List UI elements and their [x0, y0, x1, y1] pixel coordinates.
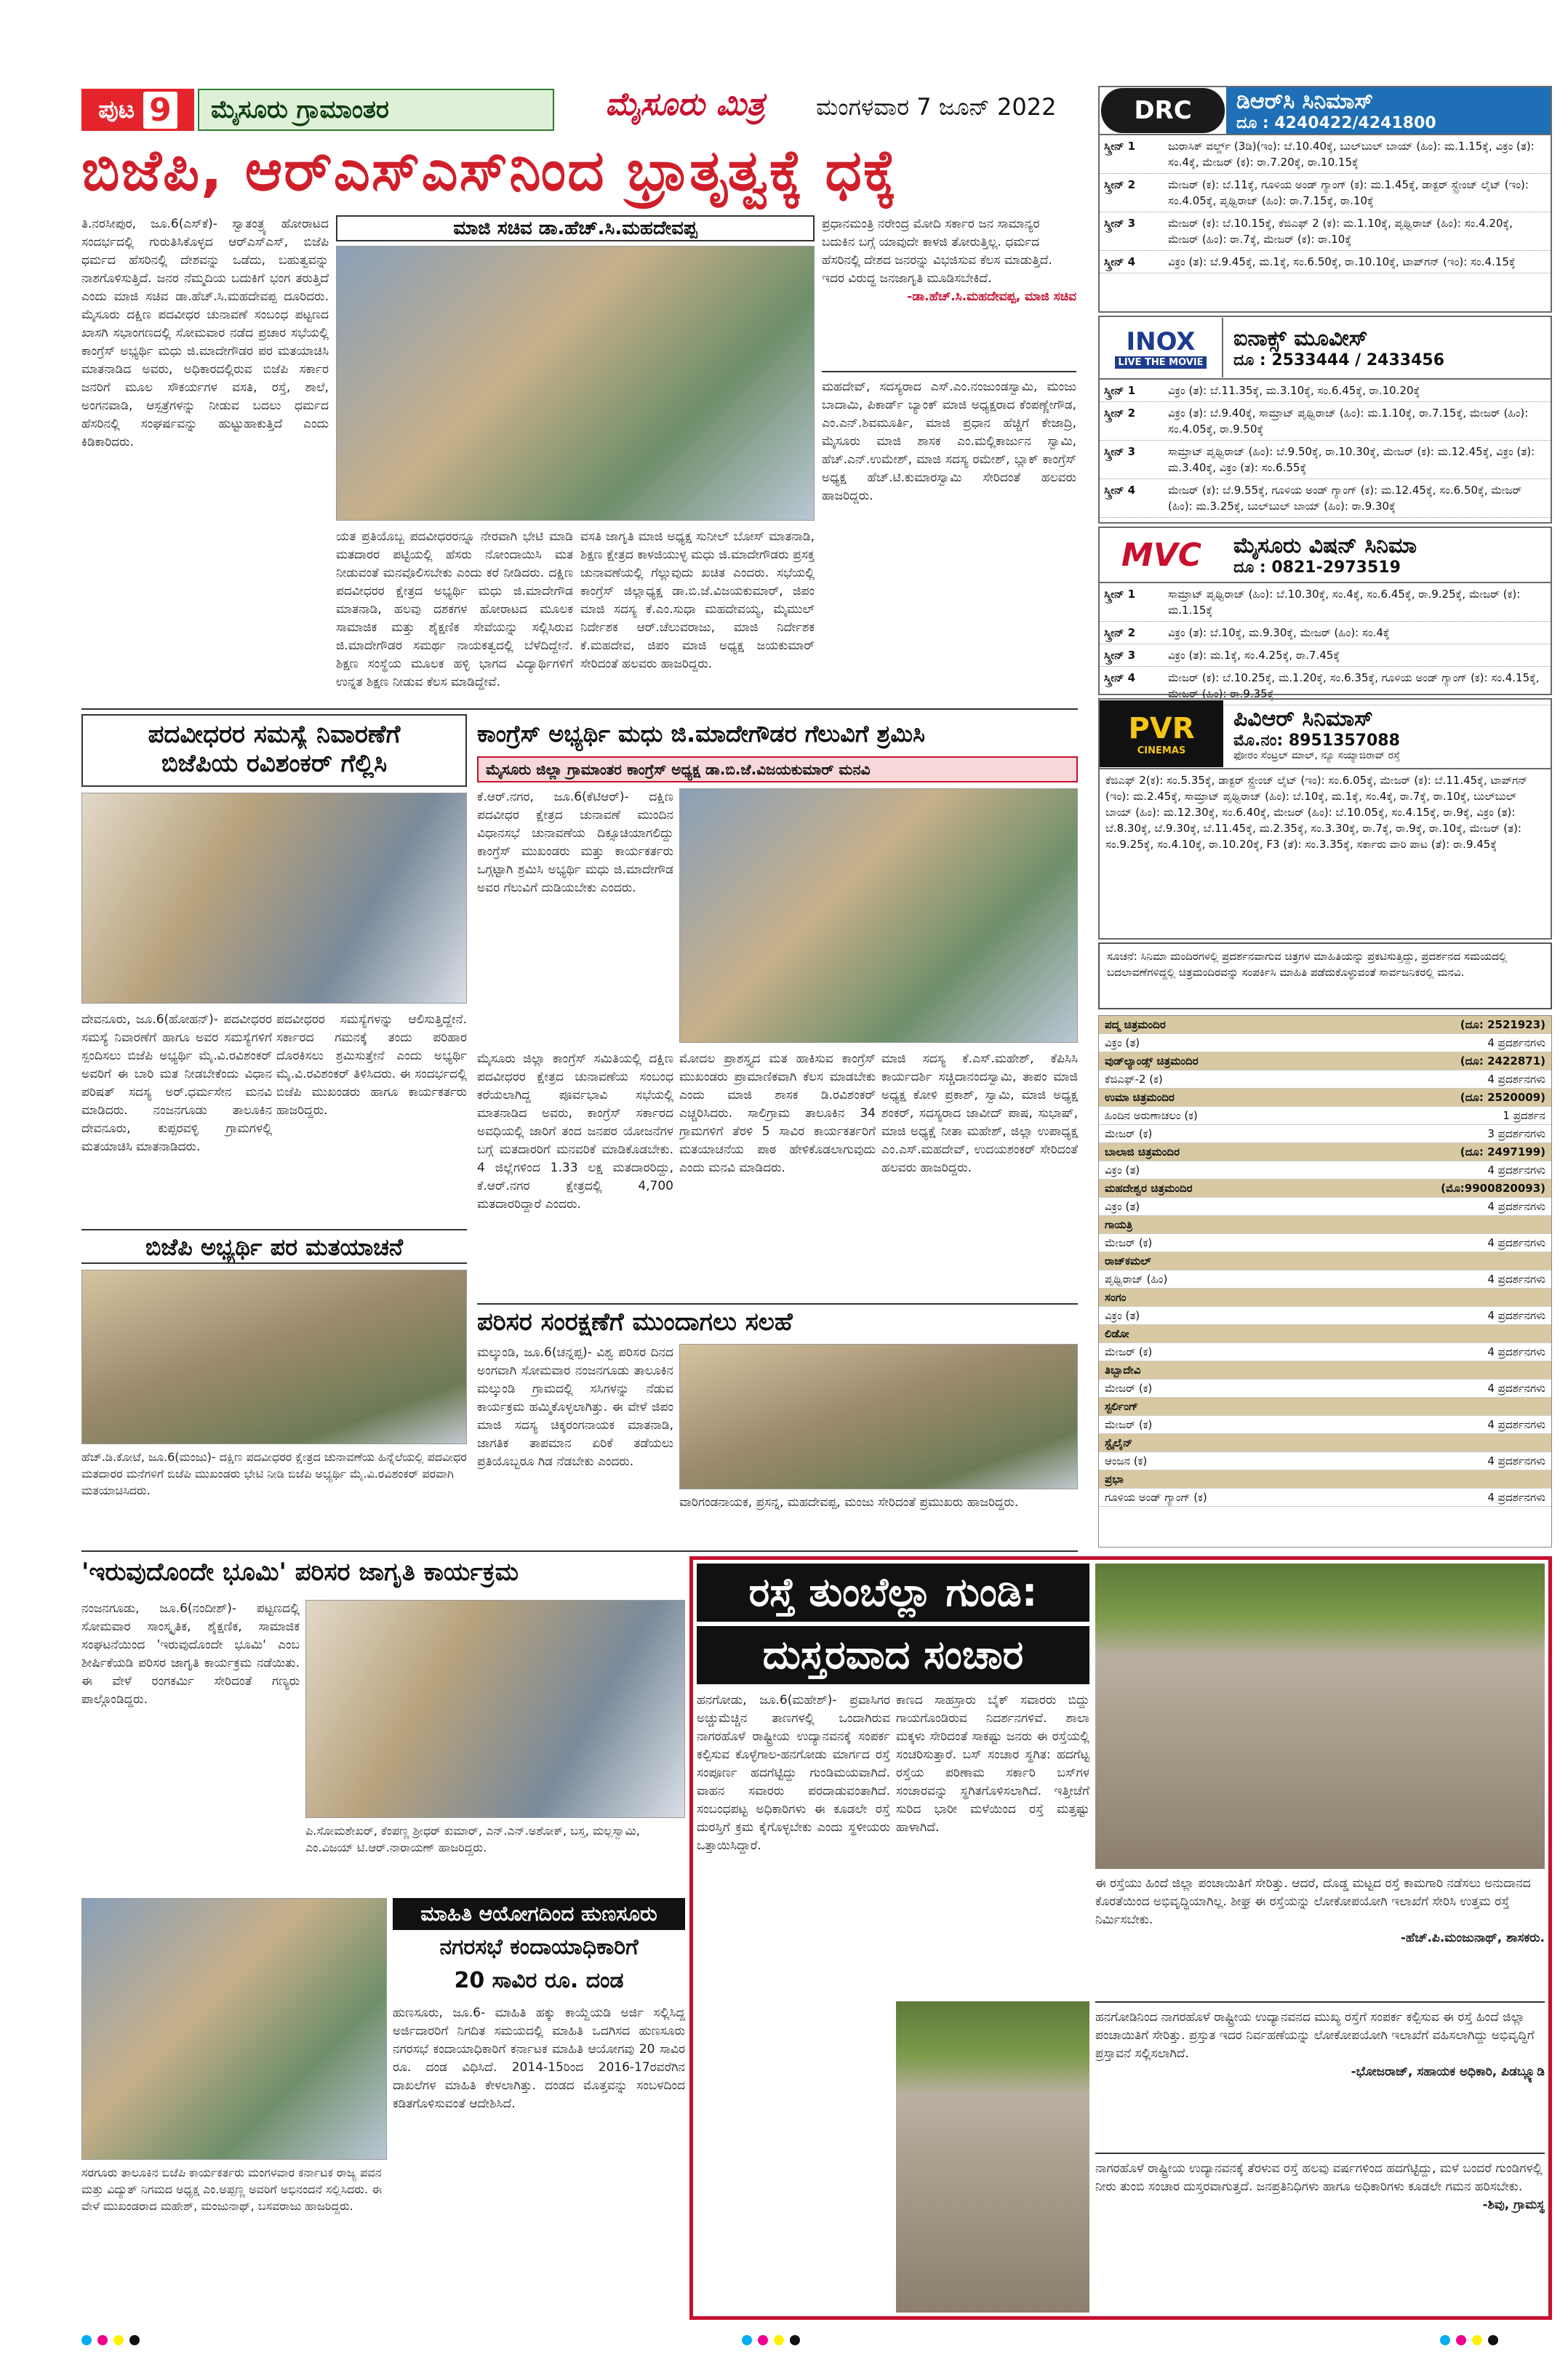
rti-column-1: ಹುಣಸೂರು, ಜೂ.6- ಮಾಹಿತಿ ಹಕ್ಕು ಕಾಯ್ದೆಯಡಿ ಅರ್ಜಿ ಸಲ್ಲಿಸಿದ್ದ ಅರ್ಜಿದಾರರಿಗೆ ನಿಗದಿತ ಸಮಯದಲ್ಲಿ ಮಾಹಿತಿ ಒದಗಿಸದ ಹುಣಸೂರು ನಗರಸಭೆ ಕಂದಾಯಾಧಿಕಾರಿಗೆ ಕರ್ನಾಟಕ ಮಾಹಿತಿ ಆಯೋಗವು 20 ಸಾವಿರ ರೂ. ದಂಡ ವಿಧಿಸಿದೆ. 2014-15ರಿಂದ 2016-17ರವರೆಗಿನ ದಾಖಲೆಗಳ ಮಾಹಿತಿ ಕೇಳಲಾಗಿತ್ತು. ದಂಡದ ಮೊತ್ತವನ್ನು ಸಂಬಳದಿಂದ ಕಡಿತಗೊಳಿಸುವಂತೆ ಆದೇಶಿಸಿದೆ. [393, 2006, 685, 2111]
cinema-inox [1098, 316, 1552, 524]
screen-label: ಸ್ಕ್ರೀನ್ 2 [1104, 626, 1136, 639]
theatre-name: ಉಮಾ ಚಿತ್ರಮಂದಿರ [1105, 1091, 1175, 1104]
road-quote-3-text: ನಾಗರಹೊಳೆ ರಾಷ್ಟ್ರೀಯ ಉದ್ಯಾನವನಕ್ಕೆ ತೆರಳುವ ರಸ್ತೆ ಹಲವು ವರ್ಷಗಳಿಂದ ಹದಗೆಟ್ಟಿದ್ದು, ಮಳೆ ಬಂದರೆ ಗುಂಡಿಗಳಲ್ಲಿ ನೀರು ತುಂಬಿ ಸಂಚಾರ ದುಸ್ತರವಾಗುತ್ತದೆ. ಜನಪ್ರತಿನಿಧಿಗಳು ಹಾಗೂ ಅಧಿಕಾರಿಗಳು ಕೂಡಲೇ ಗಮನ ಹರಿಸಬೇಕು. [1095, 2161, 1543, 2194]
screen-label: ಸ್ಕ್ರೀನ್ 4 [1104, 671, 1136, 684]
congress-column-4: ಮಾಜಿ ಸದಸ್ಯ ಕೆ.ಎಸ್.ಮಹೇಶ್, ಕೆಪಿಸಿಸಿ ಕಾರ್ಯದರ್ಶಿ ಸಚ್ಚಿದಾನಂದಸ್ವಾಮಿ, ತಾಪಂ ಮಾಜಿ ಅಧ್ಯಕ್ಷ ಕೋಳಿ ಪ್ರಕಾಶ್, ಸ್ವಾಮಿ, ಮಾಜಿ ಅಧ್ಯಕ್ಷ ಶಂಕರ್, ಸದಸ್ಯರಾದ ಜಾವೀದ್ ಪಾಷ, ಸುಭಾಷ್, ಮಾಜಿ ಅಧ್ಯಕ್ಷೆ ನೀತಾ ಮಹೇಶ್, ಜಿಲ್ಲಾ ಉಪಾಧ್ಯಕ್ಷ ಎಂ.ಎಸ್.ಮಹದೇವ್, ಉದಯಶಂಕರ್ ಸೇರಿದಂತೆ ಹಲವರು ಹಾಜರಿದ್ದರು. [881, 1052, 1078, 1175]
show-count: 4 ಪ್ರದರ್ಶನಗಳು [1487, 1273, 1545, 1286]
drc-screen-row [1100, 135, 1551, 174]
graduates-column-2: ಪದವೀಧರರ ಸಮಸ್ಯೆಗಳನ್ನು ಆಲಿಸುತ್ತಿದ್ದೇನೆ. ಸರ್ಕಾರದ ಗಮನಕ್ಕೆ ತಂದು ಪರಿಹಾರ ದೊರಕಿಸಲು ಶ್ರಮಿಸುತ್ತೇನೆ ಎಂದು ಅಭ್ಯರ್ಥಿ ಮೈ.ವಿ.ರವಿಶಂಕರ್ ತಿಳಿಸಿದರು. ಈ ಸಂದರ್ಭದಲ್ಲಿ ಬಿಜೆಪಿ ಮುಖಂಡರು ಹಾಗೂ ಕಾರ್ಯಕರ್ತರು ಹಾಜರಿದ್ದರು. [276, 1012, 467, 1118]
screen-label: ಸ್ಕ್ರೀನ್ 2 [1104, 178, 1136, 191]
mvc-name: ಮೈಸೂರು ವಿಷನ್ ಸಿನಿಮಾ [1233, 533, 1417, 559]
lead-column-2: ಯತ ಪ್ರತಿಯೊಬ್ಬ ಪದವೀಧರರನ್ನೂ ನೇರವಾಗಿ ಭೇಟಿ ಮಾಡಿ ಮತದಾರರ ಪಟ್ಟಿಯಲ್ಲಿ ಹೆಸರು ನೋಂದಾಯಿಸಿ ಮತ ನೀಡುವಂತೆ ಮನವೊಲಿಸಬೇಕು ಎಂದು ಕರೆ ನೀಡಿದರು. ದಕ್ಷಿಣ ಪದವೀಧರರ ಕ್ಷೇತ್ರದ ಅಭ್ಯರ್ಥಿ ಮಧು ಜಿ.ಮಾದೇಗೌಡ ಮಾತನಾಡಿ, ಹಲವು ದಶಕಗಳ ಹೋರಾಟದ ಮೂಲಕ ಸಾಮಾಜಿಕ ಮತ್ತು ಶೈಕ್ಷಣಿಕ ಸೇವೆಯನ್ನು ಸಲ್ಲಿಸಿರುವ ಜಿ.ಮಾದೇಗೌಡರ ಸಮರ್ಥ ನಾಯಕತ್ವದಲ್ಲಿ ಬೆಳೆದಿದ್ದೇನೆ. ಶಿಕ್ಷಣ ಸಂಸ್ಥೆಯ ಮೂಲಕ ಹಳ್ಳಿ ಭಾಗದ ವಿದ್ಯಾರ್ಥಿಗಳಿಗೆ ಉನ್ನತ ಶಿಕ್ಷಣ ನೀಡುವ ಕೆಲಸ ಮಾಡಿದ್ದೇವೆ. [336, 529, 573, 689]
inox-header [1100, 317, 1551, 380]
show-count: 1 ಪ್ರದರ್ಶನ [1503, 1109, 1545, 1122]
screen-showtimes: ವಿಕ್ರಂ (ತ): ಬೆ.10ಕ್ಕೆ, ಮ.9.30ಕ್ಕೆ, ಮೇಜರ್ (ಹಿಂ): ಸಂ.4ಕ್ಕೆ [1168, 626, 1390, 639]
pvr-phone: ಮೊ.ನಂ: 8951357088 [1233, 732, 1400, 750]
show-count: 3 ಪ್ರದರ್ಶನಗಳು [1487, 1127, 1545, 1140]
theatre-name: ಗಾಯತ್ರಿ [1105, 1218, 1133, 1231]
pvr-logo-text: PVR [1128, 711, 1195, 745]
theatre-name: ರಾಜ್‌ಕಮಲ್ [1105, 1254, 1151, 1268]
mvc-screen-row [1100, 583, 1551, 622]
page-label: ಪುಟ [98, 95, 135, 124]
earth-column-1: ನಂಜನಗೂಡು, ಜೂ.6(ನಂದೀಶ್)- ಪಟ್ಟಣದಲ್ಲಿ ಸೋಮವಾರ ಸಾಂಸ್ಕೃತಿಕ, ಶೈಕ್ಷಣಿಕ, ಸಾಮಾಜಿಕ ಸಂಘಟನೆಯಿಂದ 'ಇರುವುದೊಂದೇ ಭೂಮಿ' ಎಂಬ ಶೀರ್ಷಿಕೆಯಡಿ ಪರಿಸರ ಜಾಗೃತಿ ಕಾರ್ಯಕ್ರಮ ನಡೆಯಿತು. ಈ ವೇಳೆ ರಂಗಕರ್ಮಿ ಸೇರಿದಂತೆ ಗಣ್ಯರು ಪಾಲ್ಗೊಂಡಿದ್ದರು. [81, 1601, 300, 1707]
theatre-name: ಸ್ಟರ್ಲಿಂಗ್ [1105, 1400, 1138, 1413]
screen-label: ಸ್ಕ್ರೀನ್ 2 [1104, 407, 1136, 420]
road-quote-2-author: -ಭೋಜರಾಜ್, ಸಹಾಯಕ ಅಧಿಕಾರಿ, ಪಿಡಬ್ಲ್ಯೂಡಿ [1351, 2065, 1545, 2079]
show-count: 4 ಪ್ರದರ್ಶನಗಳು [1487, 1036, 1545, 1049]
film-name: ಮೇಜರ್ (ಕ) [1105, 1345, 1153, 1358]
lead-pullquote [822, 215, 1076, 372]
show-count: 4 ಪ್ರದರ್ಶನಗಳು [1487, 1236, 1545, 1249]
film-name: ಪೃಥ್ವಿರಾಜ್ (ಹಿಂ) [1105, 1273, 1168, 1286]
film-name: ಮೇಜರ್ (ಕ) [1105, 1382, 1153, 1395]
drc-phone: ದೂ : 4240422/4241800 [1236, 114, 1436, 132]
rti-headline-2: ನಗರಸಭೆ ಕಂದಾಯಾಧಿಕಾರಿಗೆ [439, 1934, 639, 1960]
show-count: 4 ಪ್ರದರ್ಶನಗಳು [1487, 1491, 1545, 1504]
environment-headline: ಪರಿಸರ ಸಂರಕ್ಷಣೆಗೆ ಮುಂದಾಗಲು ಸಲಹೆ [477, 1303, 1078, 1338]
congress-photo [679, 788, 1078, 1043]
issue-date: ಮಂಗಳವಾರ 7 ಜೂನ್ 2022 [816, 93, 1057, 121]
theatre-show-row [1099, 1452, 1551, 1470]
congress-column-3: ಮೋದಲ ಪ್ರಾಶಸ್ತ್ಯದ ಮತ ಹಾಕಿಸುವ ಕಾಂಗ್ರೆಸ್ ಮುಖಂಡರು ಪ್ರಾಮಾಣಿಕವಾಗಿ ಕೆಲಸ ಮಾಡಬೇಕು ಎಂದು ಮಾಜಿ ಶಾಸಕ ಡಿ.ರವಿಶಂಕರ್ ಎಚ್ಚರಿಸಿದರು. ಸಾಲಿಗ್ರಾಮ ತಾಲೂಕಿನ 34 ಗ್ರಾಮಗಳಿಗೆ ತೆರಳಿ 5 ಸಾವಿರ ಕಾರ್ಯಕರ್ತರಿಗೆ ಮತಯಾಚನೆಯ ಪಾಠ ಹೇಳಿಕೊಡಲಾಗುವುದು ಎಂದು ಮನವಿ ಮಾಡಿದರು. [679, 1052, 876, 1175]
road-photo-2 [896, 2001, 1089, 2313]
cinema-notice: ಸೂಚನೆ: ಸಿನಿಮಾ ಮಂದಿರಗಳಲ್ಲಿ ಪ್ರದರ್ಶನವಾಗುವ ಚಿತ್ರಗಳ ಮಾಹಿತಿಯನ್ನು ಪ್ರಕಟಿಸುತ್ತಿದ್ದು, ಪ್ರದರ್ಶನದ ಸಮಯದಲ್ಲಿ ಬದಲಾವಣೆಗಳಿದ್ದಲ್ಲಿ ಚಿತ್ರಮಂದಿರವನ್ನು ಸಂಪರ್ಕಿಸಿ ಮಾಹಿತಿ ಪಡೆದುಕೊಳ್ಳುವಂತೆ ಸಾರ್ವಜನಿಕರಲ್ಲಿ ಮನವಿ. [1098, 942, 1552, 1009]
lead-headline: ಬಿಜೆಪಿ, ಆರ್‌ಎಸ್‌ಎಸ್‌ನಿಂದ ಭ್ರಾತೃತ್ವಕ್ಕೆ ಧಕ್ಕೆ [81, 138, 898, 204]
theatre-header [1099, 1143, 1551, 1161]
page-number: 9 [143, 92, 177, 129]
inox-screen-row [1100, 441, 1551, 479]
lead-photo-label: ಮಾಜಿ ಸಚಿವ ಡಾ.ಹೆಚ್.ಸಿ.ಮಹದೇವಪ್ಪ [336, 215, 815, 241]
pvr-name: ಪಿವಿಆರ್ ಸಿನಿಮಾಸ್ [1233, 706, 1373, 732]
theatre-phone: (ದೂ: 2520009) [1460, 1091, 1545, 1104]
congress-headline: ಕಾಂಗ್ರೆಸ್ ಅಭ್ಯರ್ಥಿ ಮಧು ಜಿ.ಮಾದೇಗೌಡರ ಗೆಲುವಿಗೆ ಶ್ರಮಿಸಿ [477, 720, 926, 748]
theatre-name: ತಿಬ್ಬಾದೇವಿ [1105, 1364, 1141, 1377]
environment-photo [679, 1344, 1078, 1489]
divider [81, 708, 1078, 710]
cinema-pvr [1098, 698, 1552, 940]
environment-column-2: ವಾರಿಗಂಡನಾಯಕ, ಪ್ರಸನ್ನ, ಮಹದೇವಪ್ಪ, ಮಂಜು ಸೇರಿದಂತೆ ಪ್ರಮುಖರು ಹಾಜರಿದ್ದರು. [679, 1495, 1019, 1510]
drc-title [1226, 87, 1551, 134]
road-photo-1 [1095, 1564, 1545, 1869]
theatre-phone: (ದೂ: 2497199) [1460, 1145, 1545, 1158]
screen-label: ಸ್ಕ್ರೀನ್ 1 [1104, 384, 1136, 397]
newspaper-brand: ಮೈಸೂರು ಮಿತ್ರ [605, 86, 765, 123]
road-quote-2 [1095, 2009, 1545, 2154]
inox-logo [1100, 318, 1223, 377]
rti-headline-3: 20 ಸಾವಿರ ರೂ. ದಂಡ [454, 1968, 624, 1993]
show-count: 4 ಪ್ರದರ್ಶನಗಳು [1487, 1454, 1545, 1468]
theatre-name: ಮಹದೇಶ್ವರ ಚಿತ್ರಮಂದಿರ [1105, 1182, 1193, 1195]
film-name: ಹಿಂದಿನ ಅರುಣಾಚಲಂ (ಕ) [1105, 1109, 1198, 1122]
earth-headline: 'ಇರುವುದೊಂದೇ ಭೂಮಿ' ಪರಿಸರ ಜಾಗೃತಿ ಕಾರ್ಯಕ್ರಮ [81, 1558, 519, 1587]
theatre-show-row [1099, 1070, 1551, 1089]
film-name: ಮೇಜರ್ (ಕ) [1105, 1236, 1153, 1249]
inox-logo-text: INOX [1126, 327, 1196, 356]
theatre-show-row [1099, 1034, 1551, 1052]
lead-column-3: ವಸತಿ ಜಾಗೃತಿ ಮಾಜಿ ಅಧ್ಯಕ್ಷ ಸುನೀಲ್ ಬೋಸ್ ಮಾತನಾಡಿ, ಶಿಕ್ಷಣ ಕ್ಷೇತ್ರದ ಕಾಳಜಿಯುಳ್ಳ ಮಧು ಜಿ.ಮಾದೇಗೌಡರು ಪ್ರಸಕ್ತ ಚುನಾವಣೆಯಲ್ಲಿ ಗೆಲ್ಲುವುದು ಖಚಿತ ಎಂದರು. ಸಭೆಯಲ್ಲಿ ಕಾಂಗ್ರೆಸ್ ಜಿಲ್ಲಾಧ್ಯಕ್ಷ ಡಾ.ಬಿ.ಜೆ.ವಿಜಯಕುಮಾರ್, ಜಿಪಂ ಮಾಜಿ ಸದಸ್ಯ ಕೆ.ಎಂ.ಸುಧಾ ಮಹದೇವಯ್ಯ, ಮೈಮುಲ್ ನಿರ್ದೇಶಕ ಆರ್.ಚೆಲುವರಾಜು, ಮಾಜಿ ನಿರ್ದೇಶಕ ಕೆ.ಮಹದೇವ, ಜಿಪಂ ಮಾಜಿ ಅಧ್ಯಕ್ಷ ಜಯಕುಮಾರ್ ಸೇರಿದಂತೆ ಹಲವರು ಹಾಜರಿದ್ದರು. [580, 529, 815, 671]
mvc-screens [1100, 583, 1551, 705]
bjp-campaign-headline: ಬಿಜೆಪಿ ಅಭ್ಯರ್ಥಿ ಪರ ಮತಯಾಚನೆ [81, 1229, 467, 1264]
pvr-header [1100, 700, 1551, 769]
screen-showtimes: ವಿಕ್ರಂ (ತ): ಮ.1ಕ್ಕೆ, ಸಂ.4.25ಕ್ಕೆ, ರಾ.7.45ಕ್ಕೆ [1168, 649, 1340, 662]
congress-column-2: ಮೈಸೂರು ಜಿಲ್ಲಾ ಕಾಂಗ್ರೆಸ್ ಸಮಿತಿಯಲ್ಲಿ ದಕ್ಷಿಣ ಪದವೀಧರರ ಕ್ಷೇತ್ರದ ಚುನಾವಣೆಯ ಸಂಬಂಧ ಕರೆಯಲಾಗಿದ್ದ ಪೂರ್ವಭಾವಿ ಸಭೆಯಲ್ಲಿ ಮಾತನಾಡಿದ ಅವರು, ಕಾಂಗ್ರೆಸ್ ಸರ್ಕಾರದ ಅವಧಿಯಲ್ಲಿ ಜಾರಿಗೆ ತಂದ ಜನಪರ ಯೋಜನೆಗಳ ಬಗ್ಗೆ ಮತದಾರರಿಗೆ ಮನವರಿಕೆ ಮಾಡಿಕೊಡಬೇಕು. 4 ಜಿಲ್ಲೆಗಳಿಂದ 1.33 ಲಕ್ಷ ಮತದಾರರಿದ್ದು, ಕೆ.ಆರ್.ನಗರ ಕ್ಷೇತ್ರದಲ್ಲಿ 4,700 ಮತದಾರರಿದ್ದಾರೆ ಎಂದರು. [477, 1052, 673, 1212]
show-count: 4 ಪ್ರದರ್ಶನಗಳು [1487, 1418, 1545, 1431]
environment-column-1: ಮಲ್ಕುಂಡಿ, ಜೂ.6(ಚನ್ನಪ್ಪ)- ವಿಶ್ವ ಪರಿಸರ ದಿನದ ಅಂಗವಾಗಿ ಸೋಮವಾರ ನಂಜನಗೂಡು ತಾಲೂಕಿನ ಮಲ್ಕುಂಡಿ ಗ್ರಾಮದಲ್ಲಿ ಸಸಿಗಳನ್ನು ನೆಡುವ ಕಾರ್ಯಕ್ರಮ ಹಮ್ಮಿಕೊಳ್ಳಲಾಗಿತ್ತು. ಈ ವೇಳೆ ಜಿಪಂ ಮಾಜಿ ಸದಸ್ಯ ಚಿಕ್ಕರಂಗನಾಯಕ ಮಾತನಾಡಿ, ಜಾಗತಿಕ ತಾಪಮಾನ ಏರಿಕೆ ತಡೆಯಲು ಪ್ರತಿಯೊಬ್ಬರೂ ಗಿಡ ನೆಡಬೇಕು ಎಂದರು. [477, 1345, 673, 1469]
road-column-2: ಕಾಣದ ಸಾಹಸ್ರಾರು ಬೈಕ್ ಸವಾರರು ಬಿದ್ದು ಗಾಯಗೊಂಡಿರುವ ನಿದರ್ಶನಗಳಿವೆ. ಶಾಲಾ ಮಕ್ಕಳು ಸೇರಿದಂತೆ ಸಾಕಷ್ಟು ಜನರು ಈ ರಸ್ತೆಯಲ್ಲಿ ಸಂಚರಿಸುತ್ತಾರೆ. ಬಸ್ ಸಂಚಾರ ಸ್ಥಗಿತ: ಹದಗೆಟ್ಟ ರಸ್ತೆಯ ಪರಿಣಾಮ ಸರ್ಕಾರಿ ಬಸ್‌ಗಳ ಸಂಚಾರವನ್ನು ಸ್ಥಗಿತಗೊಳಿಸಲಾಗಿದೆ. ಇತ್ತೀಚೆಗೆ ಸುರಿದ ಭಾರೀ ಮಳೆಯಿಂದ ರಸ್ತೆ ಮತ್ತಷ್ಟು ಹಾಳಾಗಿದೆ. [896, 1693, 1089, 1835]
theatre-header [1099, 1470, 1551, 1489]
theatre-name: ಪದ್ಮ ಚಿತ್ರಮಂದಿರ [1105, 1018, 1166, 1031]
road-column-1: ಹನಗೋಡು, ಜೂ.6(ಮಹೇಶ್)- ಪ್ರವಾಸಿಗರ ಅಚ್ಚುಮೆಚ್ಚಿನ ತಾಣಗಳಲ್ಲಿ ಒಂದಾಗಿರುವ ನಾಗರಹೊಳೆ ರಾಷ್ಟ್ರೀಯ ಉದ್ಯಾನವನಕ್ಕೆ ಸಂಪರ್ಕ ಕಲ್ಪಿಸುವ ಕೊಳ್ಳೆಗಾಲ-ಹನಗೋಡು ಮಾರ್ಗದ ರಸ್ತೆ ಸಂಪೂರ್ಣ ಹದಗೆಟ್ಟಿದ್ದು ಗುಂಡಿಮಯವಾಗಿದೆ. ವಾಹನ ಸವಾರರು ಪರದಾಡುವಂತಾಗಿದೆ. ಸಂಬಂಧಪಟ್ಟ ಅಧಿಕಾರಿಗಳು ಈ ಕೂಡಲೇ ರಸ್ತೆ ದುರಸ್ತಿಗೆ ಕ್ರಮ ಕೈಗೊಳ್ಳಬೇಕು ಎಂದು ಸ್ಥಳೀಯರು ಒತ್ತಾಯಿಸಿದ್ದಾರೆ. [697, 1693, 890, 1853]
theatre-show-row [1099, 1489, 1551, 1507]
drc-screens [1100, 135, 1551, 273]
drc-name: ಡಿಆರ್‌ಸಿ ಸಿನಿಮಾಸ್ [1236, 89, 1374, 114]
screen-showtimes: ಮೇಜರ್ (ಕ): ಬೆ.10.25ಕ್ಕೆ, ಮ.1.20ಕ್ಕೆ, ಸಂ.6.35ಕ್ಕೆ, ಗೂಳಿಯ ಅಂಡ್ ಗ್ಯಾಂಗ್ (ಕ): ಸಂ.4.15ಕ್ಕೆ, ಮೇಜರ್ (ಹಿಂ): ರಾ.9.35ಕ್ಕೆ [1168, 671, 1540, 700]
pvr-logo [1100, 700, 1223, 767]
theatre-phone: (ಮೊ:9900820093) [1441, 1182, 1545, 1195]
screen-showtimes: ಮೇಜರ್ (ಕ): ಬೆ.11ಕ್ಕೆ, ಗೂಳಿಯ ಅಂಡ್ ಗ್ಯಾಂಗ್ (ಕ): ಮ.1.45ಕ್ಕೆ, ಡಾಕ್ಟರ್ ಸ್ಟ್ರೇಂಜ್ ಲೈಟ್ (ಇಂ): ಸಂ.4.05ಕ್ಕೆ, ಪೃಥ್ವಿರಾಜ್ (ಹಿಂ): ರಾ.7.15ಕ್ಕೆ, ರಾ.10ಕ್ಕೆ [1168, 178, 1529, 207]
graduates-headline-box [81, 714, 467, 787]
screen-label: ಸ್ಕ್ರೀನ್ 4 [1104, 255, 1136, 268]
inox-screen-row [1100, 380, 1551, 402]
section-title: ಮೈಸೂರು ಗ್ರಾಮಾಂತರ [198, 89, 554, 131]
film-name: ಆಂಜನ (ಕ) [1105, 1454, 1148, 1468]
theatre-name: ಪ್ರಭಾ [1105, 1473, 1124, 1486]
mvc-title [1223, 528, 1551, 582]
theatre-name: ವುಡ್‌ಲ್ಯಾಂಡ್ಸ್ ಚಿತ್ರಮಂದಿರ [1105, 1054, 1199, 1068]
screen-showtimes: ಸಾಮ್ರಾಟ್ ಪೃಥ್ವಿರಾಜ್ (ಹಿಂ): ಬೆ.10.30ಕ್ಕೆ, ಸಂ.4ಕ್ಕೆ, ಸಂ.6.45ಕ್ಕೆ, ರಾ.9.25ಕ್ಕೆ, ಮೇಜರ್ (ಕ): ಮ.1.15ಕ್ಕೆ [1168, 588, 1521, 617]
film-name: ವಿಕ್ರಂ (ತ) [1105, 1164, 1140, 1177]
felicitation-caption: ಸರಗೂರು ತಾಲೂಕಿನ ಬಿಜೆಪಿ ಕಾರ್ಯಕರ್ತರು ಮಂಗಳವಾರ ಕರ್ನಾಟಕ ರಾಜ್ಯ ಪವನ ಮತ್ತು ವಿದ್ಯುತ್ ನಿಗಮದ ಅಧ್ಯಕ್ಷ ಎಂ.ಅಪ್ಪಣ್ಣ ಅವರಿಗೆ ಅಭಿನಂದನೆ ಸಲ್ಲಿಸಿದರು. ಈ ವೇಳೆ ಮುಖಂಡರಾದ ಮಹೇಶ್, ಮಂಜುನಾಥ್, ಬಸವರಾಜು ಹಾಜರಿದ್ದರು. [81, 2166, 383, 2213]
theatre-header [1099, 1216, 1551, 1234]
film-name: ಮೇಜರ್ (ಕ) [1105, 1127, 1153, 1140]
theatre-header [1099, 1016, 1551, 1034]
screen-showtimes: ಸಾಮ್ರಾಟ್ ಪೃಥ್ವಿರಾಜ್ (ಹಿಂ): ಬೆ.9.50ಕ್ಕೆ, ರಾ.10.30ಕ್ಕೆ, ಮೇಜರ್ (ಕ): ಮ.12.45ಕ್ಕೆ, ವಿಕ್ರಂ (ತ): ಮ.3.40ಕ್ಕೆ, ವಿಕ್ರಂ (ತ): ಸಂ.6.55ಕ್ಕೆ [1168, 445, 1535, 474]
show-count: 4 ಪ್ರದರ್ಶನಗಳು [1487, 1164, 1545, 1177]
bjp-campaign-photo [81, 1270, 467, 1444]
screen-showtimes: ಜುರಾಸಿಕ್ ವರ್ಲ್ಡ್ (3ಡಿ)(ಇಂ): ಬೆ.10.40ಕ್ಕೆ, ಬುಲ್‌ಬುಲ್ ಬಾಯ್ (ಹಿಂ): ಮ.1.15ಕ್ಕೆ, ವಿಕ್ರಂ (ತ): ಸಂ.4ಕ್ಕೆ, ಮೇಜರ್ (ಕ): ರಾ.7.20ಕ್ಕೆ, ರಾ.10.15ಕ್ಕೆ [1168, 140, 1535, 169]
theatre-show-row [1099, 1270, 1551, 1289]
film-name: ವಿಕ್ರಂ (ತ) [1105, 1036, 1140, 1049]
drc-header [1100, 87, 1551, 135]
lead-photo [336, 246, 815, 521]
drc-screen-row [1100, 212, 1551, 251]
show-count: 4 ಪ್ರದರ್ಶನಗಳು [1487, 1200, 1545, 1213]
mvc-screen-row [1100, 644, 1551, 667]
theatre-show-row [1099, 1343, 1551, 1361]
theatre-header [1099, 1180, 1551, 1198]
theatre-name: ಸ್ಟೈಲೈನ್ [1105, 1436, 1133, 1449]
inox-screens [1100, 380, 1551, 518]
drc-logo: DRC [1101, 88, 1225, 133]
theatre-show-row [1099, 1234, 1551, 1252]
mvc-logo: MVC [1121, 536, 1202, 574]
lead-column-4: ಮಹದೇವ್, ಸದಸ್ಯರಾದ ಎಸ್.ಎಂ.ನಂಜುಂಡಸ್ವಾಮಿ, ಮಂಜು ಬಾದಾಮಿ, ಪಿಕಾರ್ಡ್ ಬ್ಯಾಂಕ್ ಮಾಜಿ ಅಧ್ಯಕ್ಷರಾದ ಕೆಂಪಣ್ಣೇಗೌಡ, ಎಂ.ಎನ್.ಶಿವಮೂರ್ತಿ, ಮಾಜಿ ಪ್ರಧಾನ ಹೆಚ್ಚಿಗೆ ಕೇಜಾದ್ರಿ, ಮೈಸೂರು ಮಾಜಿ ಶಾಸಕ ಎಂ.ಮಲ್ಲಿಕಾರ್ಜುನ ಸ್ವಾಮಿ, ಹೆಚ್.ಎನ್.ಉಮೇಶ್, ಮಾಜಿ ಸದಸ್ಯ ರಮೇಶ್, ಬ್ಲಾಕ್ ಕಾಂಗ್ರೆಸ್ ಅಧ್ಯಕ್ಷ ಹೆಚ್.ಟಿ.ಕುಮಾರಸ್ವಾಮಿ ಸೇರಿದಂತೆ ಹಲವರು ಹಾಜರಿದ್ದರು. [822, 380, 1076, 503]
theatre-show-row [1099, 1380, 1551, 1398]
screen-showtimes: ಮೇಜರ್ (ಕ): ಬೆ.10.15ಕ್ಕೆ, ಕೆಜಿಎಫ್ 2 (ಕ): ಮ.1.10ಕ್ಕೆ, ಪೃಥ್ವಿರಾಜ್ (ಹಿಂ): ಸಂ.4.20ಕ್ಕೆ, ಮೇಜರ್ (ಹಿಂ): ರಾ.7ಕ್ಕೆ, ಮೇಜರ್ (ಕ): ರಾ.10ಕ್ಕೆ [1168, 217, 1513, 246]
graduates-column-1: ದೇವನೂರು, ಜೂ.6(ಹೋಹನ್)- ಪದವೀಧರರ ಸಮಸ್ಯೆ ನಿವಾರಣೆಗೆ ಹಾಗೂ ಅವರ ಸಮಸ್ಯೆಗಳಿಗೆ ಸ್ಪಂದಿಸಲು ಬಿಜೆಪಿ ಅಭ್ಯರ್ಥಿ ಮೈ.ವಿ.ರವಿಶಂಕರ್ ಅವರಿಗೆ ಈ ಬಾರಿ ಮತ ನೀಡಬೇಕೆಂದು ವಿಧಾನ ಪರಿಷತ್ ಸದಸ್ಯ ಅರ್.ಧರ್ಮಸೇನ ಮನವಿ ಮಾಡಿದರು. ನಂಜನಗೂಡು ತಾಲೂಕಿನ ದೇವನೂರು, ಕುಪ್ಪರವಳ್ಳಿ ಗ್ರಾಮಗಳಲ್ಲಿ ಮತಯಾಚಿಸಿ ಮಾತನಾಡಿದರು. [81, 1012, 272, 1154]
pvr-logo-sub: CINEMAS [1137, 745, 1186, 756]
road-quote-1-author: -ಹೆಚ್.ಪಿ.ಮಂಜುನಾಥ್, ಶಾಸಕರು. [1400, 1931, 1545, 1945]
theatre-header [1099, 1252, 1551, 1270]
road-quote-3 [1095, 2160, 1545, 2313]
screen-showtimes: ಮೇಜರ್ (ಕ): ಬೆ.9.55ಕ್ಕೆ, ಗೂಳಿಯ ಅಂಡ್ ಗ್ಯಾಂಗ್ (ಕ): ಮ.12.45ಕ್ಕೆ, ಸಂ.6.50ಕ್ಕೆ, ಮೇಜರ್ (ಹಿಂ): ಮ.3.25ಕ್ಕೆ, ಬುಲ್‌ಬುಲ್ ಬಾಯ್ (ಹಿಂ): ರಾ.9.30ಕ್ಕೆ [1168, 484, 1522, 513]
graduates-headline-2: ಬಿಜೆಪಿಯ ರವಿಶಂಕರ್ ಗೆಲ್ಲಿಸಿ [161, 749, 388, 778]
theatre-header [1099, 1052, 1551, 1070]
show-count: 4 ಪ್ರದರ್ಶನಗಳು [1487, 1073, 1545, 1086]
theatre-phone: (ದೂ: 2521923) [1460, 1018, 1545, 1031]
page-number-badge [81, 89, 194, 131]
pvr-address: ಫೋರಂ ಸೆಂಟ್ರಲ್ ಮಾಲ್, ನ್ಯೂ ಸಯ್ಯಾಜಿರಾವ್ ರಸ್ತೆ [1233, 750, 1401, 761]
mvc-header [1100, 528, 1551, 583]
screen-showtimes: ವಿಕ್ರಂ (ತ): ಬೆ.11.35ಕ್ಕೆ, ಮ.3.10ಕ್ಕೆ, ಸಂ.6.45ಕ್ಕೆ, ರಾ.10.20ಕ್ಕೆ [1168, 384, 1420, 397]
theatre-show-row [1099, 1125, 1551, 1143]
registration-dots-center [742, 2334, 806, 2348]
congress-column-1: ಕೆ.ಆರ್.ನಗರ, ಜೂ.6(ಕೆಟಿಆರ್)- ದಕ್ಷಿಣ ಪದವೀಧರ ಕ್ಷೇತ್ರದ ಚುನಾವಣೆ ಮುಂದಿನ ವಿಧಾನಸಭೆ ಚುನಾವಣೆಯ ದಿಕ್ಸೂಚಿಯಾಗಲಿದ್ದು ಕಾಂಗ್ರೆಸ್ ಮುಖಂಡರು ಮತ್ತು ಕಾರ್ಯಕರ್ತರು ಒಗ್ಗಟ್ಟಾಗಿ ಶ್ರಮಿಸಿ ಅಭ್ಯರ್ಥಿ ಮಧು ಜಿ.ಮಾದೇಗೌಡ ಅವರ ಗೆಲುವಿಗೆ ದುಡಿಯಬೇಕು ಎಂದರು. [477, 790, 673, 895]
theatre-name: ಲಿಡೋ [1105, 1327, 1129, 1340]
road-quote-1-text: ಈ ರಸ್ತೆಯು ಹಿಂದೆ ಜಿಲ್ಲಾ ಪಂಚಾಯಿತಿಗೆ ಸೇರಿತ್ತು. ಆದರೆ, ದೊಡ್ಡ ಮಟ್ಟದ ರಸ್ತೆ ಕಾಮಗಾರಿ ನಡೆಸಲು ಅನುದಾನದ ಕೊರತೆಯಿಂದ ಅಭಿವೃದ್ಧಿಯಾಗಿಲ್ಲ. ಶೀಘ್ರ ಈ ರಸ್ತೆಯನ್ನು ಲೋಕೋಪಯೋಗಿ ಇಲಾಖೆಗೆ ಸೇರಿಸಿ ಉತ್ತಮ ರಸ್ತೆ ನಿರ್ಮಿಸಬೇಕು. [1095, 1876, 1531, 1927]
theatre-show-row [1099, 1107, 1551, 1125]
theatre-name: ಬಾಲಾಜಿ ಚಿತ್ರಮಂದಿರ [1105, 1145, 1180, 1158]
film-name: ವಿಕ್ರಂ (ತ) [1105, 1309, 1140, 1322]
screen-label: ಸ್ಕ್ರೀನ್ 3 [1104, 445, 1136, 458]
film-name: ವಿಕ್ರಂ (ತ) [1105, 1200, 1140, 1213]
road-quote-3-author: -ಶಿವು, ಗ್ರಾಮಸ್ಥ [1482, 2198, 1545, 2212]
bjp-campaign-caption: ಹೆಚ್.ಡಿ.ಕೋಟೆ, ಜೂ.6(ಮಂಜು)- ದಕ್ಷಿಣ ಪದವೀಧರರ ಕ್ಷೇತ್ರದ ಚುನಾವಣೆಯ ಹಿನ್ನೆಲೆಯಲ್ಲಿ ಪದವೀಧರ ಮತದಾರರ ಮನೆಗಳಿಗೆ ಬಿಜೆಪಿ ಮುಖಂಡರು ಭೇಟಿ ನೀಡಿ ಬಿಜೆಪಿ ಅಭ್ಯರ್ಥಿ ಮೈ.ವಿ.ರವಿಶಂಕರ್ ಪರವಾಗಿ ಮತಯಾಚಿಸಿದರು. [81, 1450, 467, 1497]
theatre-header [1099, 1361, 1551, 1380]
drc-screen-row [1100, 174, 1551, 212]
lead-column-1: ತಿ.ನರಸೀಪುರ, ಜೂ.6(ಎಸ್‌ಕೆ)- ಸ್ವಾತಂತ್ರ್ಯ ಹೋರಾಟದ ಸಂದರ್ಭದಲ್ಲಿ ಗುರುತಿಸಿಕೊಳ್ಳದ ಆರ್‌ಎಸ್‌ಎಸ್, ಬಿಜೆಪಿ ಧರ್ಮದ ಹೆಸರಿನಲ್ಲಿ ದೇಶವನ್ನು ಒಡೆದು, ಬಹುತ್ವವನ್ನು ನಾಶಗೊಳಿಸುತ್ತಿದೆ. ಜನರ ನೆಮ್ಮದಿಯ ಬದುಕಿಗೆ ಭಂಗ ತರುತ್ತಿದೆ ಎಂದು ಮಾಜಿ ಸಚಿವ ಡಾ.ಹೆಚ್.ಸಿ.ಮಹದೇವಪ್ಪ ದೂರಿದರು. ಮೈಸೂರು ದಕ್ಷಿಣ ಪದವೀಧರ ಚುನಾವಣೆ ಸಂಬಂಧ ಪಟ್ಟಣದ ಖಾಸಗಿ ಸಭಾಂಗಣದಲ್ಲಿ ಸೋಮವಾರ ನಡೆದ ಪ್ರಚಾರ ಸಭೆಯಲ್ಲಿ ಕಾಂಗ್ರೆಸ್ ಅಭ್ಯರ್ಥಿ ಮಧು ಜಿ.ಮಾದೇಗೌಡರ ಪರ ಮತಯಾಚಿಸಿ ಮಾತನಾಡಿದ ಅವರು, ಅಧಿಕಾರದಲ್ಲಿರುವ ಬಿಜೆಪಿ ಸರ್ಕಾರ ಜನರಿಗೆ ಮೂಲ ಸೌಕರ್ಯಗಳ ವಸತಿ, ರಸ್ತೆ, ಶಾಲೆ, ಅಂಗನವಾಡಿ, ಆಸ್ಪತ್ರೆಗಳನ್ನು ನೀಡುವ ಬದಲು ಧರ್ಮದ ಹೆಸರಿನಲ್ಲಿ ಸಂಘರ್ಷವನ್ನು ಹುಟ್ಟುಹಾಕುತ್ತಿದೆ ಎಂದು ಕಿಡಿಕಾರಿದರು. [81, 217, 329, 449]
pullquote-author: -ಡಾ.ಹೆಚ್.ಸಿ.ಮಹದೇವಪ್ಪ, ಮಾಜಿ ಸಚಿವ [907, 289, 1076, 304]
earth-caption: ಪಿ.ಸೋಮಶೇಖರ್, ಕೆಂಪಣ್ಣ ಶ್ರೀಧರ್ ಕುಮಾರ್, ಎನ್.ಎನ್.ಅಶೋಕ್, ಬಸ್ತ, ಮಲ್ಲಸ್ವಾಮಿ, ಎಂ.ವಿಜಯ್ ಟಿ.ಆರ್.ನಾರಾಯಣ್ ಹಾಜರಿದ್ದರು. [305, 1824, 640, 1854]
theatre-name: ಸಂಗಂ [1105, 1291, 1127, 1304]
graduates-photo [81, 793, 467, 1004]
theatre-header [1099, 1434, 1551, 1452]
theatre-listing-table [1098, 1015, 1552, 1548]
theatre-show-row [1099, 1161, 1551, 1180]
screen-label: ಸ್ಕ್ರೀನ್ 1 [1104, 588, 1136, 601]
screen-label: ಸ್ಕ್ರೀನ್ 1 [1104, 140, 1136, 153]
cinema-mvc [1098, 527, 1552, 700]
inox-logo-sub: LIVE THE MOVIE [1115, 356, 1206, 369]
theatre-show-row [1099, 1416, 1551, 1434]
divider [81, 1550, 1078, 1552]
cinema-drc [1098, 86, 1552, 313]
screen-label: ಸ್ಕ್ರೀನ್ 3 [1104, 649, 1136, 662]
rti-headline: ಮಾಹಿತಿ ಆಯೋಗದಿಂದ ಹುಣಸೂರು [393, 1898, 685, 1930]
road-quote-1 [1095, 1875, 1545, 2003]
theatre-phone: (ದೂ: 2422871) [1460, 1054, 1545, 1068]
congress-subheadline: ಮೈಸೂರು ಜಿಲ್ಲಾ ಗ್ರಾಮಾಂತರ ಕಾಂಗ್ರೆಸ್ ಅಧ್ಯಕ್ಷ ಡಾ.ಬಿ.ಜೆ.ವಿಜಯಕುಮಾರ್ ಮನವಿ [477, 756, 1078, 782]
felicitation-photo [81, 1898, 387, 2160]
inox-title [1223, 317, 1551, 378]
drc-screen-row [1100, 251, 1551, 273]
show-count: 4 ಪ್ರದರ್ಶನಗಳು [1487, 1345, 1545, 1358]
screen-label: ಸ್ಕ್ರೀನ್ 4 [1104, 484, 1136, 497]
screen-label: ಸ್ಕ್ರೀನ್ 3 [1104, 217, 1136, 230]
theatre-show-row [1099, 1307, 1551, 1325]
road-headline-2: ದುಸ್ತರವಾದ ಸಂಚಾರ [697, 1626, 1089, 1684]
pvr-title [1223, 700, 1551, 768]
theatre-header [1099, 1089, 1551, 1107]
registration-dots-left [81, 2334, 145, 2348]
theatre-header [1099, 1325, 1551, 1343]
pvr-showtimes: ಕೆಜಿಎಫ್ 2(ಕ): ಸಂ.5.35ಕ್ಕೆ, ಡಾಕ್ಟರ್ ಸ್ಟ್ರೇಂಜ್ ಲೈಟ್ (ಇಂ): ಸಂ.6.05ಕ್ಕೆ, ಮೇಜರ್ (ಕ): ಬೆ.11.45ಕ್ಕೆ, ಟಾಪ್‌ಗನ್ (ಇಂ): ಮ.2.45ಕ್ಕೆ, ಸಾಮ್ರಾಟ್ ಪೃಥ್ವಿರಾಜ್ (ಹಿಂ): ಬೆ.10ಕ್ಕೆ, ಮ.1ಕ್ಕೆ, ಸಂ.4ಕ್ಕೆ, ರಾ.7ಕ್ಕೆ, ರಾ.10ಕ್ಕೆ, ಬುಲ್‌ಬುಲ್ ಬಾಯ್ (ಹಿಂ): ಮ.12.30ಕ್ಕೆ, ಸಂ.6.40ಕ್ಕೆ, ಮೇಜರ್ (ಹಿಂ): ಬೆ.10.05ಕ್ಕೆ, ಸಂ.4.15ಕ್ಕೆ, ರಾ.9ಕ್ಕೆ, ವಿಕ್ರಂ (ತ): ಬೆ.8.30ಕ್ಕೆ, ಬೆ.9.30ಕ್ಕೆ, ಬೆ.11.45ಕ್ಕೆ, ಮ.2.35ಕ್ಕೆ, ಸಂ.3.30ಕ್ಕೆ, ರಾ.7ಕ್ಕೆ, ರಾ.9ಕ್ಕೆ, ರಾ.10ಕ್ಕೆ, ಮೇಜರ್ (ತ): ಸಂ.9.25ಕ್ಕೆ, ಸಂ.4.10ಕ್ಕೆ, ರಾ.10.20ಕ್ಕೆ, F3 (ತೆ): ಸಂ.3.35ಕ್ಕೆ, ಸರ್ಕಾರು ವಾರಿ ಪಾಟ (ತೆ): ರಾ.9.45ಕ್ಕೆ [1105, 774, 1528, 851]
screen-showtimes: ವಿಕ್ರಂ (ತ): ಬೆ.9.45ಕ್ಕೆ, ಮ.1ಕ್ಕೆ, ಸಂ.6.50ಕ್ಕೆ, ರಾ.10.10ಕ್ಕೆ, ಟಾಪ್‌ಗನ್ (ಇಂ): ಸಂ.4.15ಕ್ಕೆ [1168, 255, 1516, 268]
theatre-show-row [1099, 1198, 1551, 1216]
film-name: ಕೆಜಿಎಫ್-2 (ಕ) [1105, 1073, 1163, 1086]
mvc-screen-row [1100, 622, 1551, 644]
inox-screen-row [1100, 479, 1551, 518]
road-quote-2-text: ಹನಗೋಡಿನಿಂದ ನಾಗರಹೊಳೆ ರಾಷ್ಟ್ರೀಯ ಉದ್ಯಾನವನದ ಮುಖ್ಯ ರಸ್ತೆಗೆ ಸಂಪರ್ಕ ಕಲ್ಪಿಸುವ ಈ ರಸ್ತೆ ಹಿಂದೆ ಜಿಲ್ಲಾ ಪಂಚಾಯಿತಿಗೆ ಸೇರಿತ್ತು. ಪ್ರಸ್ತುತ ಇದರ ನಿರ್ವಹಣೆಯನ್ನು ಲೋಕೋಪಯೋಗಿ ಇಲಾಖೆಗೆ ವಹಿಸಲಾಗಿದ್ದು ಅಭಿವೃದ್ಧಿಗೆ ಪ್ರಸ್ತಾವನೆ ಸಲ್ಲಿಸಲಾಗಿದೆ. [1095, 2010, 1535, 2061]
film-name: ಗೂಳಿಯ ಅಂಡ್ ಗ್ಯಾಂಗ್ (ಕ) [1105, 1491, 1207, 1504]
theatre-header [1099, 1289, 1551, 1307]
screen-showtimes: ವಿಕ್ರಂ (ತ): ಬೆ.9.40ಕ್ಕೆ, ಸಾಮ್ರಾಟ್ ಪೃಥ್ವಿರಾಜ್ (ಹಿಂ): ಮ.1.10ಕ್ಕೆ, ರಾ.7.15ಕ್ಕೆ, ಮೇಜರ್ (ಹಿಂ): ಸಂ.4.05ಕ್ಕೆ, ರಾ.9.50ಕ್ಕೆ [1168, 407, 1529, 436]
pullquote-text: ಪ್ರಧಾನಮಂತ್ರಿ ನರೇಂದ್ರ ಮೋದಿ ಸರ್ಕಾರ ಜನ ಸಾಮಾನ್ಯರ ಬದುಕಿನ ಬಗ್ಗೆ ಯಾವುದೇ ಕಾಳಜಿ ತೋರುತ್ತಿಲ್ಲ. ಧರ್ಮದ ಹೆಸರಿನಲ್ಲಿ ದೇಶದ ಜನರನ್ನು ವಿಭಜಿಸುವ ಕೆಲಸ ಮಾಡುತ್ತಿದೆ. ಇದರ ವಿರುದ್ಧ ಜನಜಾಗೃತಿ ಮೂಡಿಸಬೇಕಿದೆ. [822, 217, 1052, 286]
mvc-phone: ದೂ : 0821-2973519 [1233, 559, 1401, 577]
road-headline: ರಸ್ತೆ ತುಂಬೆಲ್ಲಾ ಗುಂಡಿ: [697, 1564, 1089, 1622]
graduates-headline: ಪದವೀಧರರ ಸಮಸ್ಯೆ ನಿವಾರಣೆಗೆ [148, 720, 401, 749]
inox-screen-row [1100, 402, 1551, 441]
theatre-header [1099, 1398, 1551, 1416]
inox-phone: ದೂ : 2533444 / 2433456 [1233, 351, 1445, 369]
show-count: 4 ಪ್ರದರ್ಶನಗಳು [1487, 1382, 1545, 1395]
registration-dots-right [1440, 2334, 1504, 2348]
inox-name: ಐನಾಕ್ಸ್ ಮೂವೀಸ್ [1233, 326, 1368, 351]
film-name: ಮೇಜರ್ (ಕ) [1105, 1418, 1153, 1431]
earth-photo [305, 1600, 685, 1818]
show-count: 4 ಪ್ರದರ್ಶನಗಳು [1487, 1309, 1545, 1322]
